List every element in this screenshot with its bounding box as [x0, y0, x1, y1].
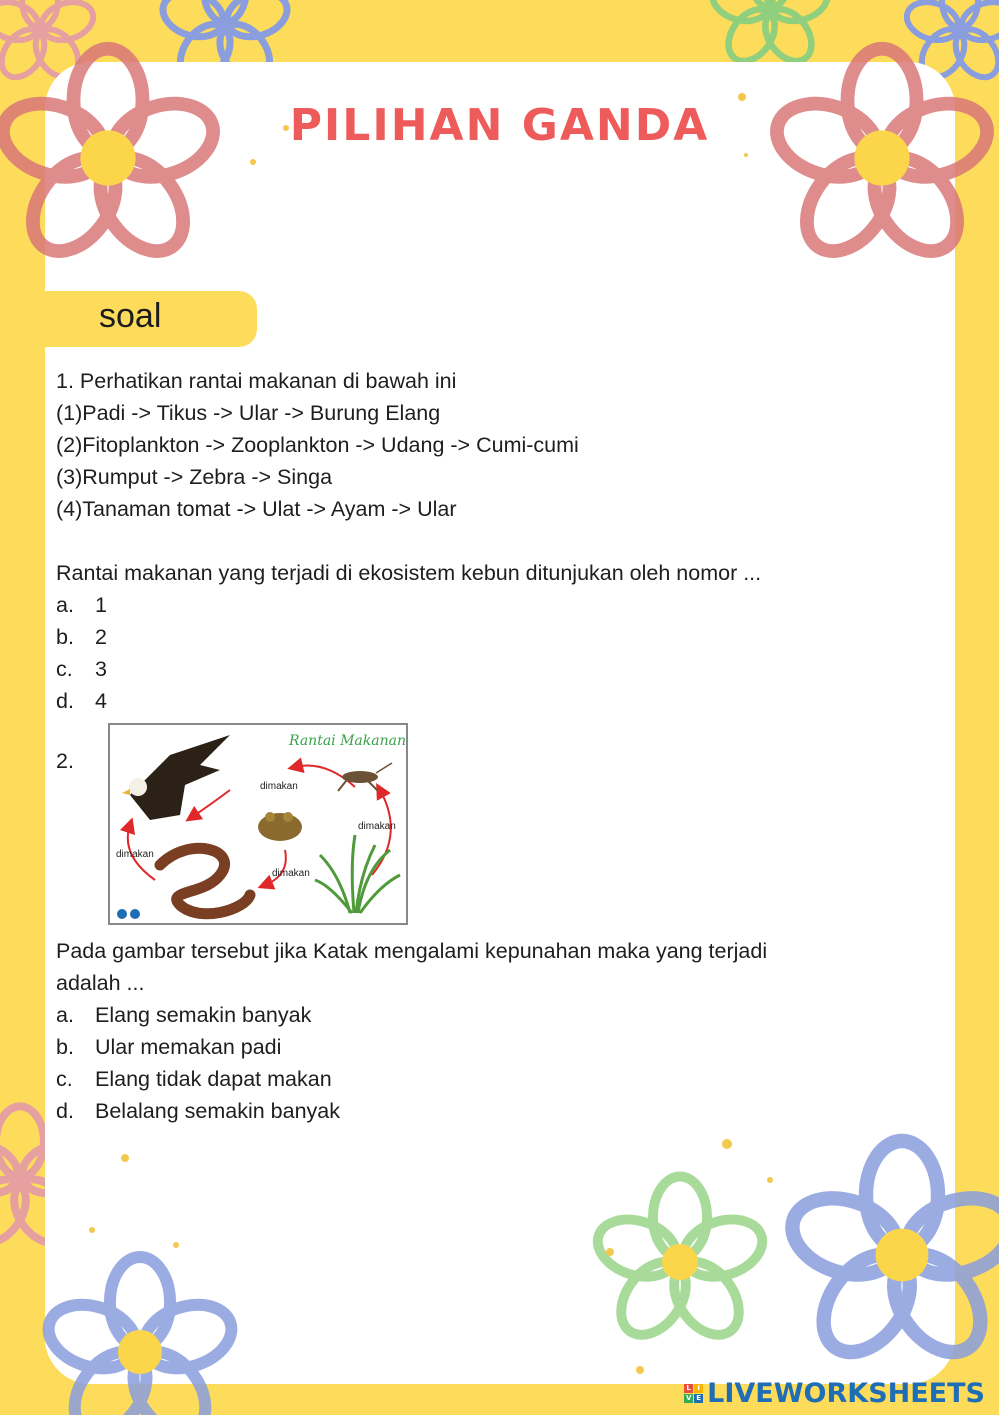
- grasshopper-icon: [338, 763, 392, 791]
- question-1-option-a[interactable]: [56, 589, 956, 621]
- snake-icon: [160, 848, 250, 913]
- option-text: Ular memakan padi: [95, 1035, 282, 1059]
- question-2-option-d[interactable]: [56, 1095, 956, 1127]
- option-text: 1: [95, 593, 107, 617]
- question-2-prompt: Pada gambar tersebut jika Katak mengalami kepunahan maka yang terjadi: [56, 939, 768, 963]
- question-2-number: 2.: [56, 749, 74, 773]
- question-1-option-b[interactable]: [56, 621, 956, 653]
- question-content: [56, 365, 956, 1127]
- section-tab: [45, 291, 257, 347]
- food-chain-4: (4)Tanaman tomat -> Ulat -> Ayam -> Ular: [56, 497, 457, 521]
- option-label: d.: [56, 1099, 74, 1123]
- page-title: PILIHAN GANDA: [289, 100, 710, 151]
- option-text: Belalang semakin banyak: [95, 1099, 341, 1123]
- option-label: a.: [56, 1003, 74, 1027]
- figure-label-eaten-4: dimakan: [116, 849, 154, 860]
- food-chain-figure: [108, 723, 408, 925]
- question-1-prompt: Rantai makanan yang terjadi di ekosistem kebun ditunjukan oleh nomor ...: [56, 561, 762, 585]
- option-text: 3: [95, 657, 107, 681]
- option-text: 4: [95, 689, 107, 713]
- logo-mark-icon: [684, 1384, 703, 1403]
- liveworksheets-logo[interactable]: [684, 1378, 985, 1409]
- question-2-option-a[interactable]: [56, 999, 956, 1031]
- option-label: a.: [56, 593, 74, 617]
- eagle-icon: [122, 735, 230, 820]
- question-1-option-c[interactable]: [56, 653, 956, 685]
- figure-label-eaten-1: dimakan: [260, 781, 298, 792]
- option-label: b.: [56, 625, 74, 649]
- question-2-header: [56, 723, 956, 927]
- figure-title: Rantai Makanan: [288, 733, 406, 749]
- food-chain-2: (2)Fitoplankton -> Zooplankton -> Udang -> Cumi-cumi: [56, 433, 579, 457]
- question-1-intro: 1. Perhatikan rantai makanan di bawah ini: [56, 369, 457, 393]
- food-chain-1: (1)Padi -> Tikus -> Ular -> Burung Elang: [56, 401, 441, 425]
- option-text: Elang tidak dapat makan: [95, 1067, 332, 1091]
- option-label: b.: [56, 1035, 74, 1059]
- question-2-prompt-cont: adalah ...: [56, 971, 145, 995]
- section-tab-label: soal: [99, 297, 162, 335]
- option-text: 2: [95, 625, 107, 649]
- logo-text: LIVEWORKSHEETS: [707, 1378, 985, 1409]
- question-2-option-b[interactable]: [56, 1031, 956, 1063]
- option-label: d.: [56, 689, 74, 713]
- option-text: Elang semakin banyak: [95, 1003, 312, 1027]
- question-1-option-d[interactable]: [56, 685, 956, 717]
- logo-letter: I: [694, 1384, 703, 1393]
- logo-letter: E: [694, 1394, 703, 1403]
- logo-letter: V: [685, 1394, 692, 1402]
- figure-label-eaten-3: dimakan: [272, 868, 310, 879]
- food-chain-3: (3)Rumput -> Zebra -> Singa: [56, 465, 333, 489]
- option-label: c.: [56, 1067, 73, 1091]
- figure-label-eaten-2: dimakan: [358, 821, 396, 832]
- logo-letter: L: [684, 1384, 693, 1393]
- question-2-option-c[interactable]: [56, 1063, 956, 1095]
- frog-icon: [258, 812, 302, 841]
- option-label: c.: [56, 657, 73, 681]
